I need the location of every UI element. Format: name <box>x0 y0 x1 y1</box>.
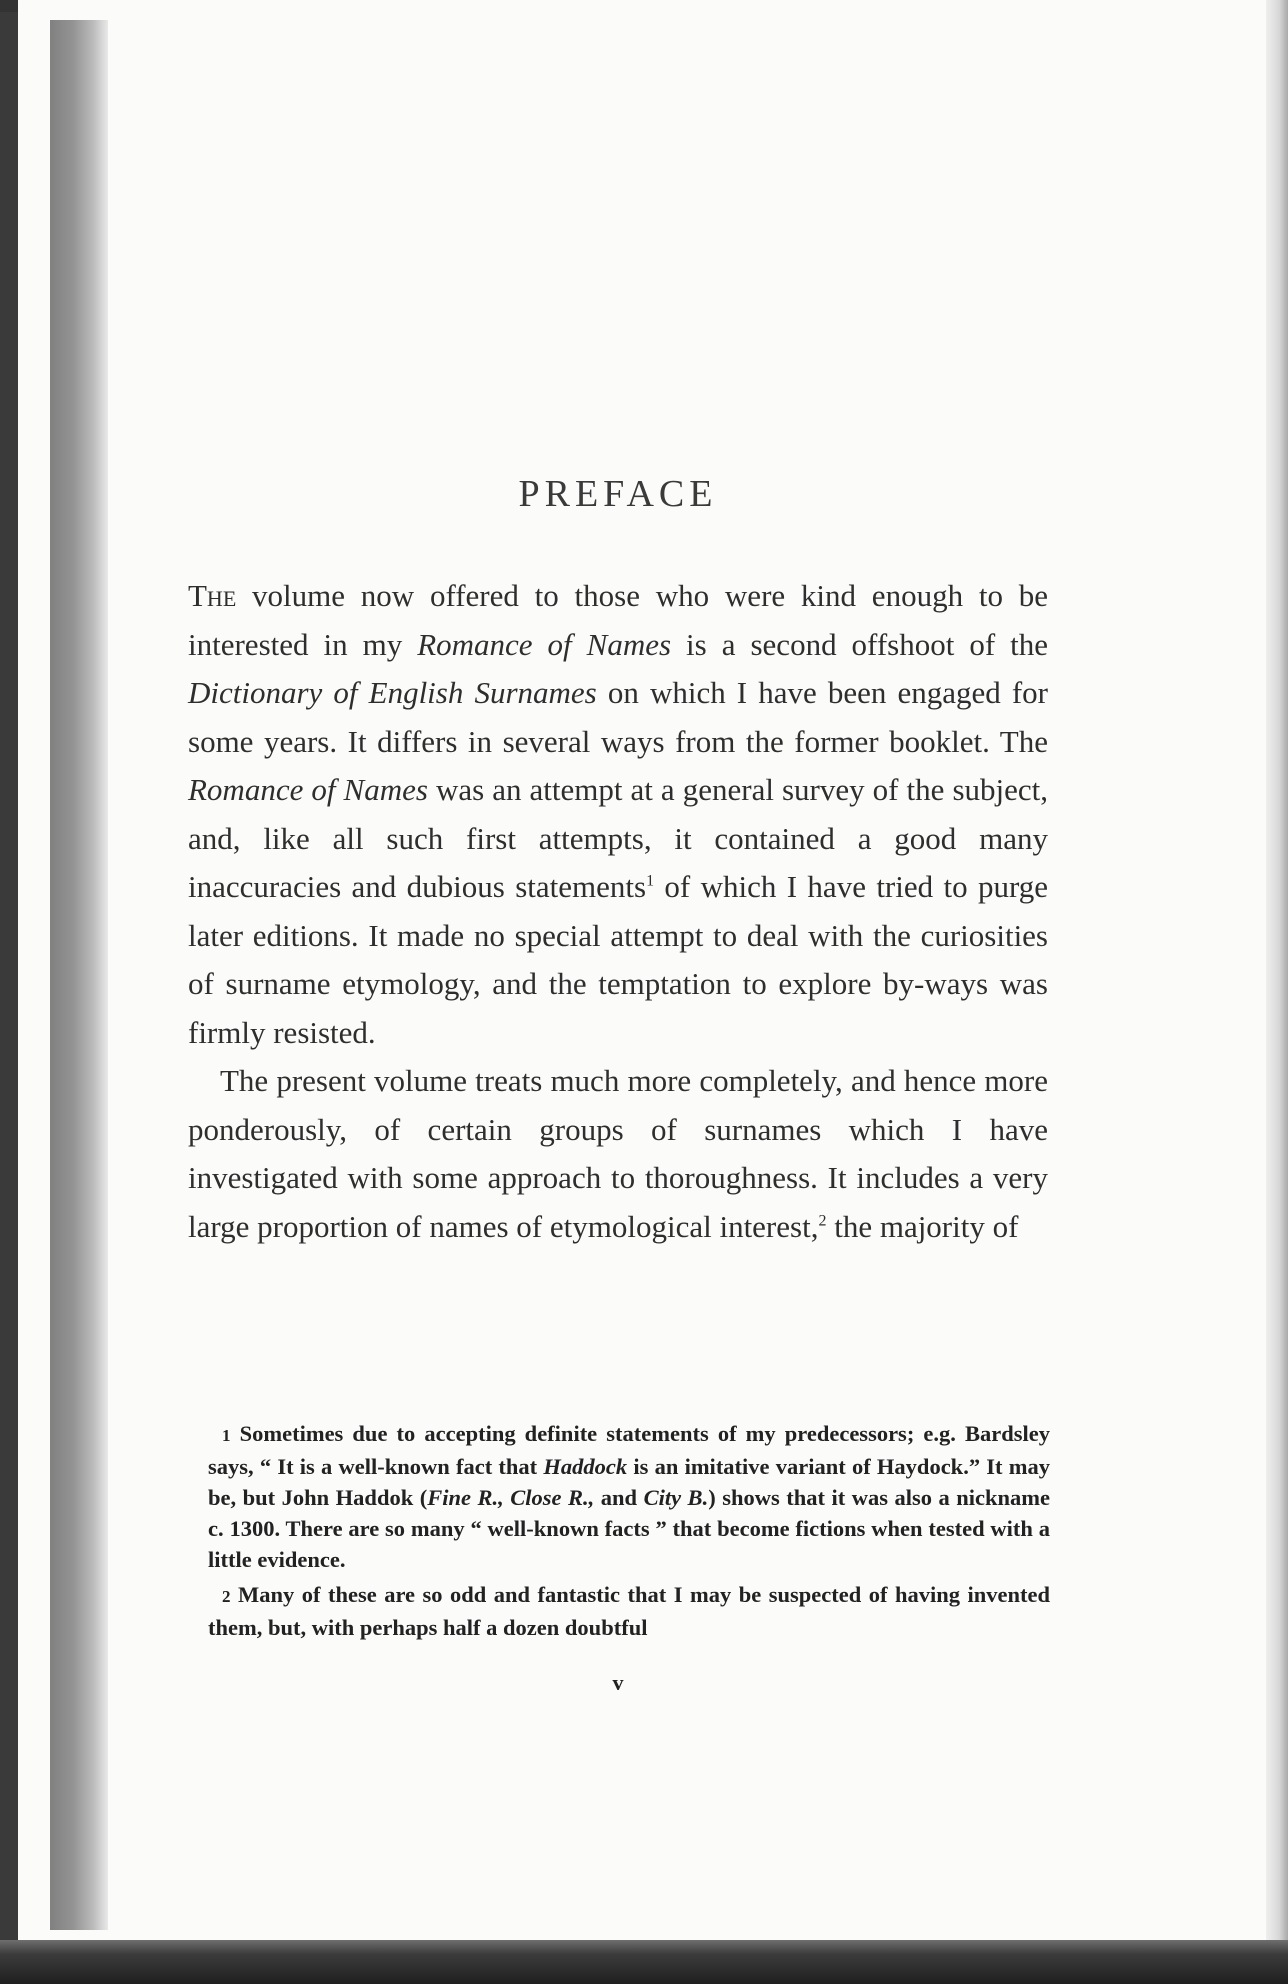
footnote-reference: 1 <box>646 872 655 890</box>
body-text <box>188 572 1048 1251</box>
footnote-text: Many of these are so odd and fantastic that I may be suspected of having invented them, but, with perhaps half a dozen doubtful <box>208 1582 1050 1640</box>
footnote-2 <box>208 1579 1050 1643</box>
italic-title: Romance of Names <box>188 772 428 807</box>
paragraph-text: the majority of <box>826 1208 1019 1244</box>
footnote-text: Sometimes due to accepting definite statements of my predecessors; e.g. Bardsley says, “ It is a well-known fact that <box>208 1421 1050 1479</box>
footnote-text: ) shows that it was also a nickname c. 1300. There are so many “ well-known facts ” that become fictions when tested with a little evidence. <box>208 1485 1051 1572</box>
page-right-edge <box>1266 0 1288 1984</box>
footnotes <box>208 1418 1050 1643</box>
italic-title: Romance of Names <box>417 626 672 662</box>
page-title: PREFACE <box>518 473 718 515</box>
paragraph-2 <box>188 1057 1048 1251</box>
paragraph-text: volume now offered to those who were kind enough to be interested in my <box>188 578 1048 662</box>
italic-title: Dictionary of English Surnames <box>188 675 597 710</box>
scan-bottom-edge <box>0 1940 1288 1984</box>
book-binding-shadow <box>50 20 108 1930</box>
footnote-italic: Fine R., Close R., <box>427 1485 595 1510</box>
footnote-mark: 2 <box>222 1587 231 1606</box>
footnote-1 <box>208 1418 1050 1575</box>
paragraph-lead: The <box>188 578 237 613</box>
paragraph-text: of which I have tried to purge later editions. It made no special attempt to deal with the curiosities of surname etymology, and the temptation to explore by-ways was firmly resisted. <box>188 869 1048 1050</box>
paragraph-text: on which I have been engaged for some years. It differs in several ways from the former booklet. The <box>188 675 1049 759</box>
footnote-mark: 1 <box>222 1426 231 1445</box>
paragraph-1 <box>188 572 1048 1057</box>
footnote-text: is an imitative variant of Haydock.” It may be, but John Haddok ( <box>208 1454 1050 1510</box>
paragraph-text: The present volume treats much more completely, and hence more ponderously, of certain groups of surnames which I have investigated with some approach to thoroughness. It includes a very large proportion of names of etymological interest, <box>188 1063 1048 1244</box>
page-number: v <box>612 1670 624 1695</box>
footnote-italic: Haddock <box>543 1454 628 1479</box>
footnote-reference: 2 <box>818 1212 827 1230</box>
paragraph-text: was an attempt at a general survey of the subject, and, like all such first attempts, it contained a good many inaccuracies and dubious statements <box>188 772 1048 904</box>
footnote-text: and <box>594 1485 644 1510</box>
paragraph-text: is a second offshoot of the <box>671 626 1049 662</box>
footnote-italic: City B. <box>643 1485 709 1510</box>
